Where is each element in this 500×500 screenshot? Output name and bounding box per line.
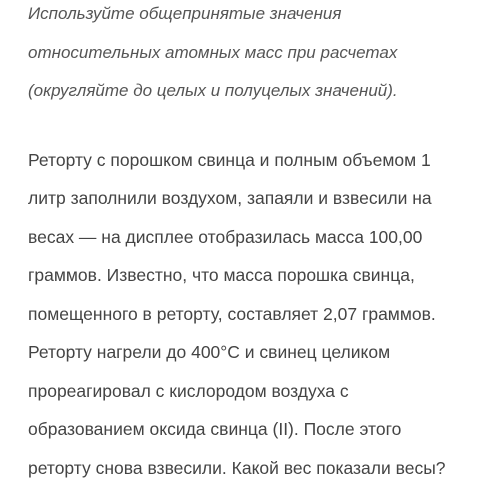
- note-line-3: (округляйте до целых и полуцелых значений).: [28, 81, 398, 100]
- problem-line-5: помещенного в реторту, составляет 2,07 граммов.: [28, 304, 436, 324]
- problem-line-1: Реторту с порошком свинца и полным объемом 1: [28, 150, 431, 170]
- note-line-2: относительных атомных масс при расчетах: [28, 43, 398, 62]
- note-line-1: Используйте общепринятые значения: [28, 4, 342, 23]
- problem-line-9: реторту снова взвесили. Какой вес показали весы?: [28, 458, 446, 478]
- problem-line-7: прореагировал с кислородом воздуха с: [28, 381, 349, 401]
- problem-line-2: литр заполнили воздухом, запаяли и взвесили на: [28, 188, 432, 208]
- problem-line-3: весах — на дисплее отобразилась масса 100,00: [28, 227, 423, 247]
- problem-line-4: граммов. Известно, что масса порошка свинца,: [28, 265, 415, 285]
- problem-line-6: Реторту нагрели до 400°С и свинец целиком: [28, 342, 391, 362]
- problem-line-8: образованием оксида свинца (II). После этого: [28, 419, 402, 439]
